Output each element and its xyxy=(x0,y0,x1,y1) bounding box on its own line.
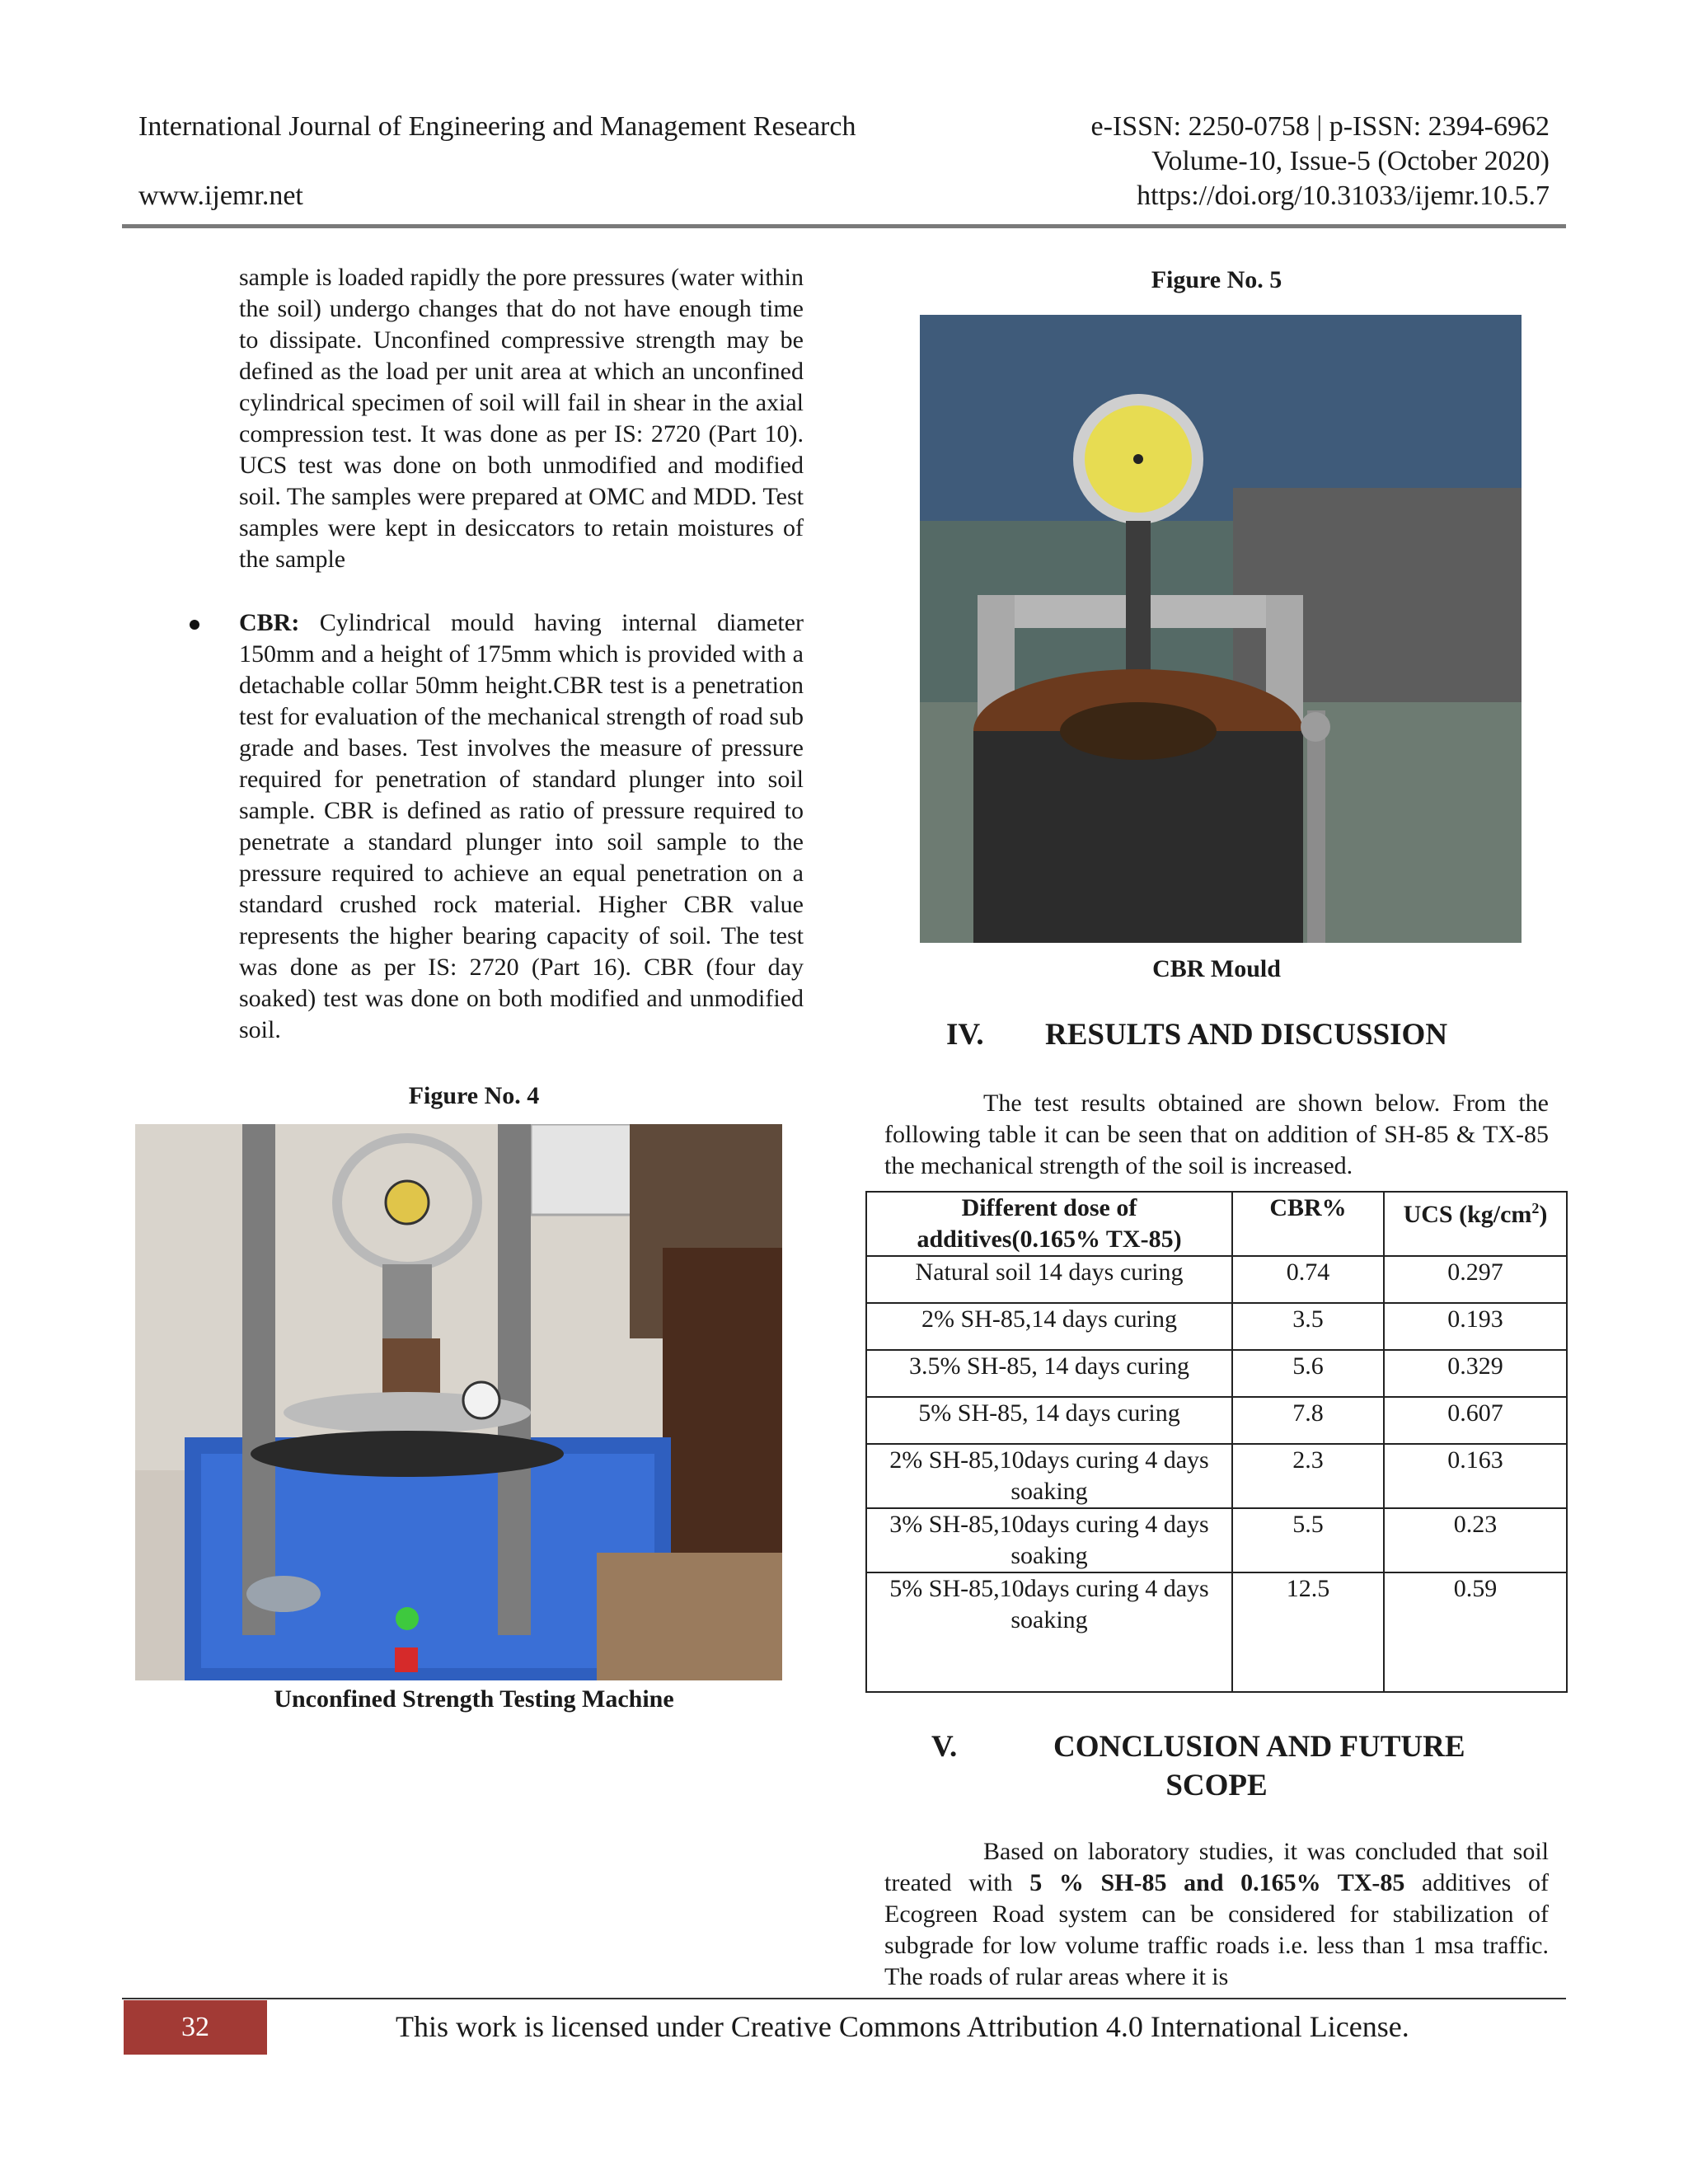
website-link[interactable]: www.ijemr.net xyxy=(138,180,303,211)
figure4-title: Figure No. 4 xyxy=(408,1082,540,1109)
table-cell-cbr: 3.5 xyxy=(1232,1303,1384,1350)
table-header-row xyxy=(866,1192,1567,1256)
table-cell-cbr: 12.5 xyxy=(1232,1572,1384,1692)
table-cell-dose: 5% SH-85,10days curing 4 days soaking xyxy=(866,1572,1232,1692)
table-cell-dose: 3.5% SH-85, 14 days curing xyxy=(866,1350,1232,1397)
section4-number: IV. xyxy=(946,1018,984,1052)
issn: e-ISSN: 2250-0758 | p-ISSN: 2394-6962 xyxy=(1090,111,1550,142)
table-row xyxy=(866,1397,1567,1444)
results-table xyxy=(865,1191,1568,1693)
section4-paragraph: The test results obtained are shown below. From the following table it can be seen that on addition of SH-85 & TX-85 the mechanical strength of the soil is increased. xyxy=(884,1090,1549,1179)
table-cell-ucs: 0.607 xyxy=(1384,1397,1567,1444)
header-rule xyxy=(122,224,1566,228)
table-row xyxy=(866,1256,1567,1303)
table-header-ucs: UCS $(kg/cm^2)$ xyxy=(1384,1192,1567,1256)
table-cell-dose: 2% SH-85,10days curing 4 days soaking xyxy=(866,1444,1232,1508)
table-cell-cbr: 0.74 xyxy=(1232,1256,1384,1303)
testing-machine-image xyxy=(135,1124,782,1680)
table-cell-cbr: 5.6 xyxy=(1232,1350,1384,1397)
table-row xyxy=(866,1303,1567,1350)
table-cell-cbr: 7.8 xyxy=(1232,1397,1384,1444)
ucs-paragraph: sample is loaded rapidly the pore pressures (water within the soil) undergo changes that do not have enough time to dissipate. Unconfined compressive strength may be defined as the load per unit area at which an unconfined cylindrical specimen of soil will fail in shear in the axial compression test. It was done as per IS: 2720 (Part 10). UCS test was done on both unmodified and modified soil. The samples were prepared at OMC and MDD. Test samples were kept in desiccators to retain moistures of the sample xyxy=(239,264,804,573)
table-cell-ucs: 0.163 xyxy=(1384,1444,1567,1508)
cbr-label: CBR: xyxy=(239,609,300,636)
doi-link[interactable]: https://doi.org/10.31033/ijemr.10.5.7 xyxy=(1137,180,1550,211)
figure4-caption: Unconfined Strength Testing Machine xyxy=(274,1685,674,1713)
table-cell-ucs: 0.329 xyxy=(1384,1350,1567,1397)
bullet-icon xyxy=(190,620,199,630)
cbr-paragraph: Cylindrical mould having internal diameter 150mm and a height of 175mm which is provided with a detachable collar 50mm height.CBR test is a penetration test for evaluation of the mechanical strength of road sub grade and bases. Test involves the measure of pressure required for penetration of standard plunger into soil sample. CBR is defined as ratio of pressure required to penetrate a standard plunger into soil sample to the pressure required to achieve an equal penetration on a standard crushed rock material. Higher CBR value represents the higher bearing capacity of soil. The test was done as per IS: 2720 (Part 16). CBR (four day soaked) test was done on both modified and unmodified soil. xyxy=(239,609,804,1043)
section5-paragraph: Based on laboratory studies, it was concluded that soil treated with 5 % SH-85 and 0.165% TX-85 additives of Ecogreen Road system can be considered for stabilization of subgrade for low volume traffic roads i.e. less than 1 msa traffic. The roads of rular areas where it is xyxy=(884,1838,1549,1990)
table-row xyxy=(866,1508,1567,1572)
left-para-cbr xyxy=(239,607,804,1046)
section5-title-line2: SCOPE xyxy=(1165,1769,1268,1802)
left-para-ucs xyxy=(239,262,804,575)
table-row xyxy=(866,1350,1567,1397)
volume-issue: Volume-10, Issue-5 (October 2020) xyxy=(1151,146,1550,176)
table-cell-ucs: 0.193 xyxy=(1384,1303,1567,1350)
figure5-photo xyxy=(920,315,1522,943)
section5-number: V. xyxy=(931,1730,958,1764)
section5-title-line1: CONCLUSION AND FUTURE xyxy=(1053,1730,1465,1764)
table-row xyxy=(866,1444,1567,1508)
figure4-photo xyxy=(135,1124,782,1680)
table-cell-dose: 2% SH-85,14 days curing xyxy=(866,1303,1232,1350)
table-cell-cbr: 2.3 xyxy=(1232,1444,1384,1508)
page-number: 32 xyxy=(124,2000,267,2055)
table-cell-dose: 3% SH-85,10days curing 4 days soaking xyxy=(866,1508,1232,1572)
figure5-title: Figure No. 5 xyxy=(1151,266,1282,293)
section4-title: RESULTS AND DISCUSSION xyxy=(1045,1018,1448,1052)
table-cell-dose: Natural soil 14 days curing xyxy=(866,1256,1232,1303)
table-row xyxy=(866,1572,1567,1692)
table-header-dose: Different dose of additives(0.165% TX-85) xyxy=(866,1192,1232,1256)
table-cell-ucs: 0.59 xyxy=(1384,1572,1567,1692)
table-cell-cbr: 5.5 xyxy=(1232,1508,1384,1572)
cbr-mould-image xyxy=(920,315,1522,943)
journal-title: International Journal of Engineering and Management Research xyxy=(138,111,856,142)
table-header-cbr: CBR% xyxy=(1232,1192,1384,1256)
section5-bold-text: 5 % SH-85 and 0.165% TX-85 xyxy=(1029,1869,1405,1896)
table-cell-dose: 5% SH-85, 14 days curing xyxy=(866,1397,1232,1444)
table-cell-ucs: 0.23 xyxy=(1384,1508,1567,1572)
table-cell-ucs: 0.297 xyxy=(1384,1256,1567,1303)
license-text: This work is licensed under Creative Commons Attribution 4.0 International License. xyxy=(396,2010,1409,2043)
figure5-caption: CBR Mould xyxy=(1152,955,1281,982)
footer-rule xyxy=(122,1998,1566,1999)
